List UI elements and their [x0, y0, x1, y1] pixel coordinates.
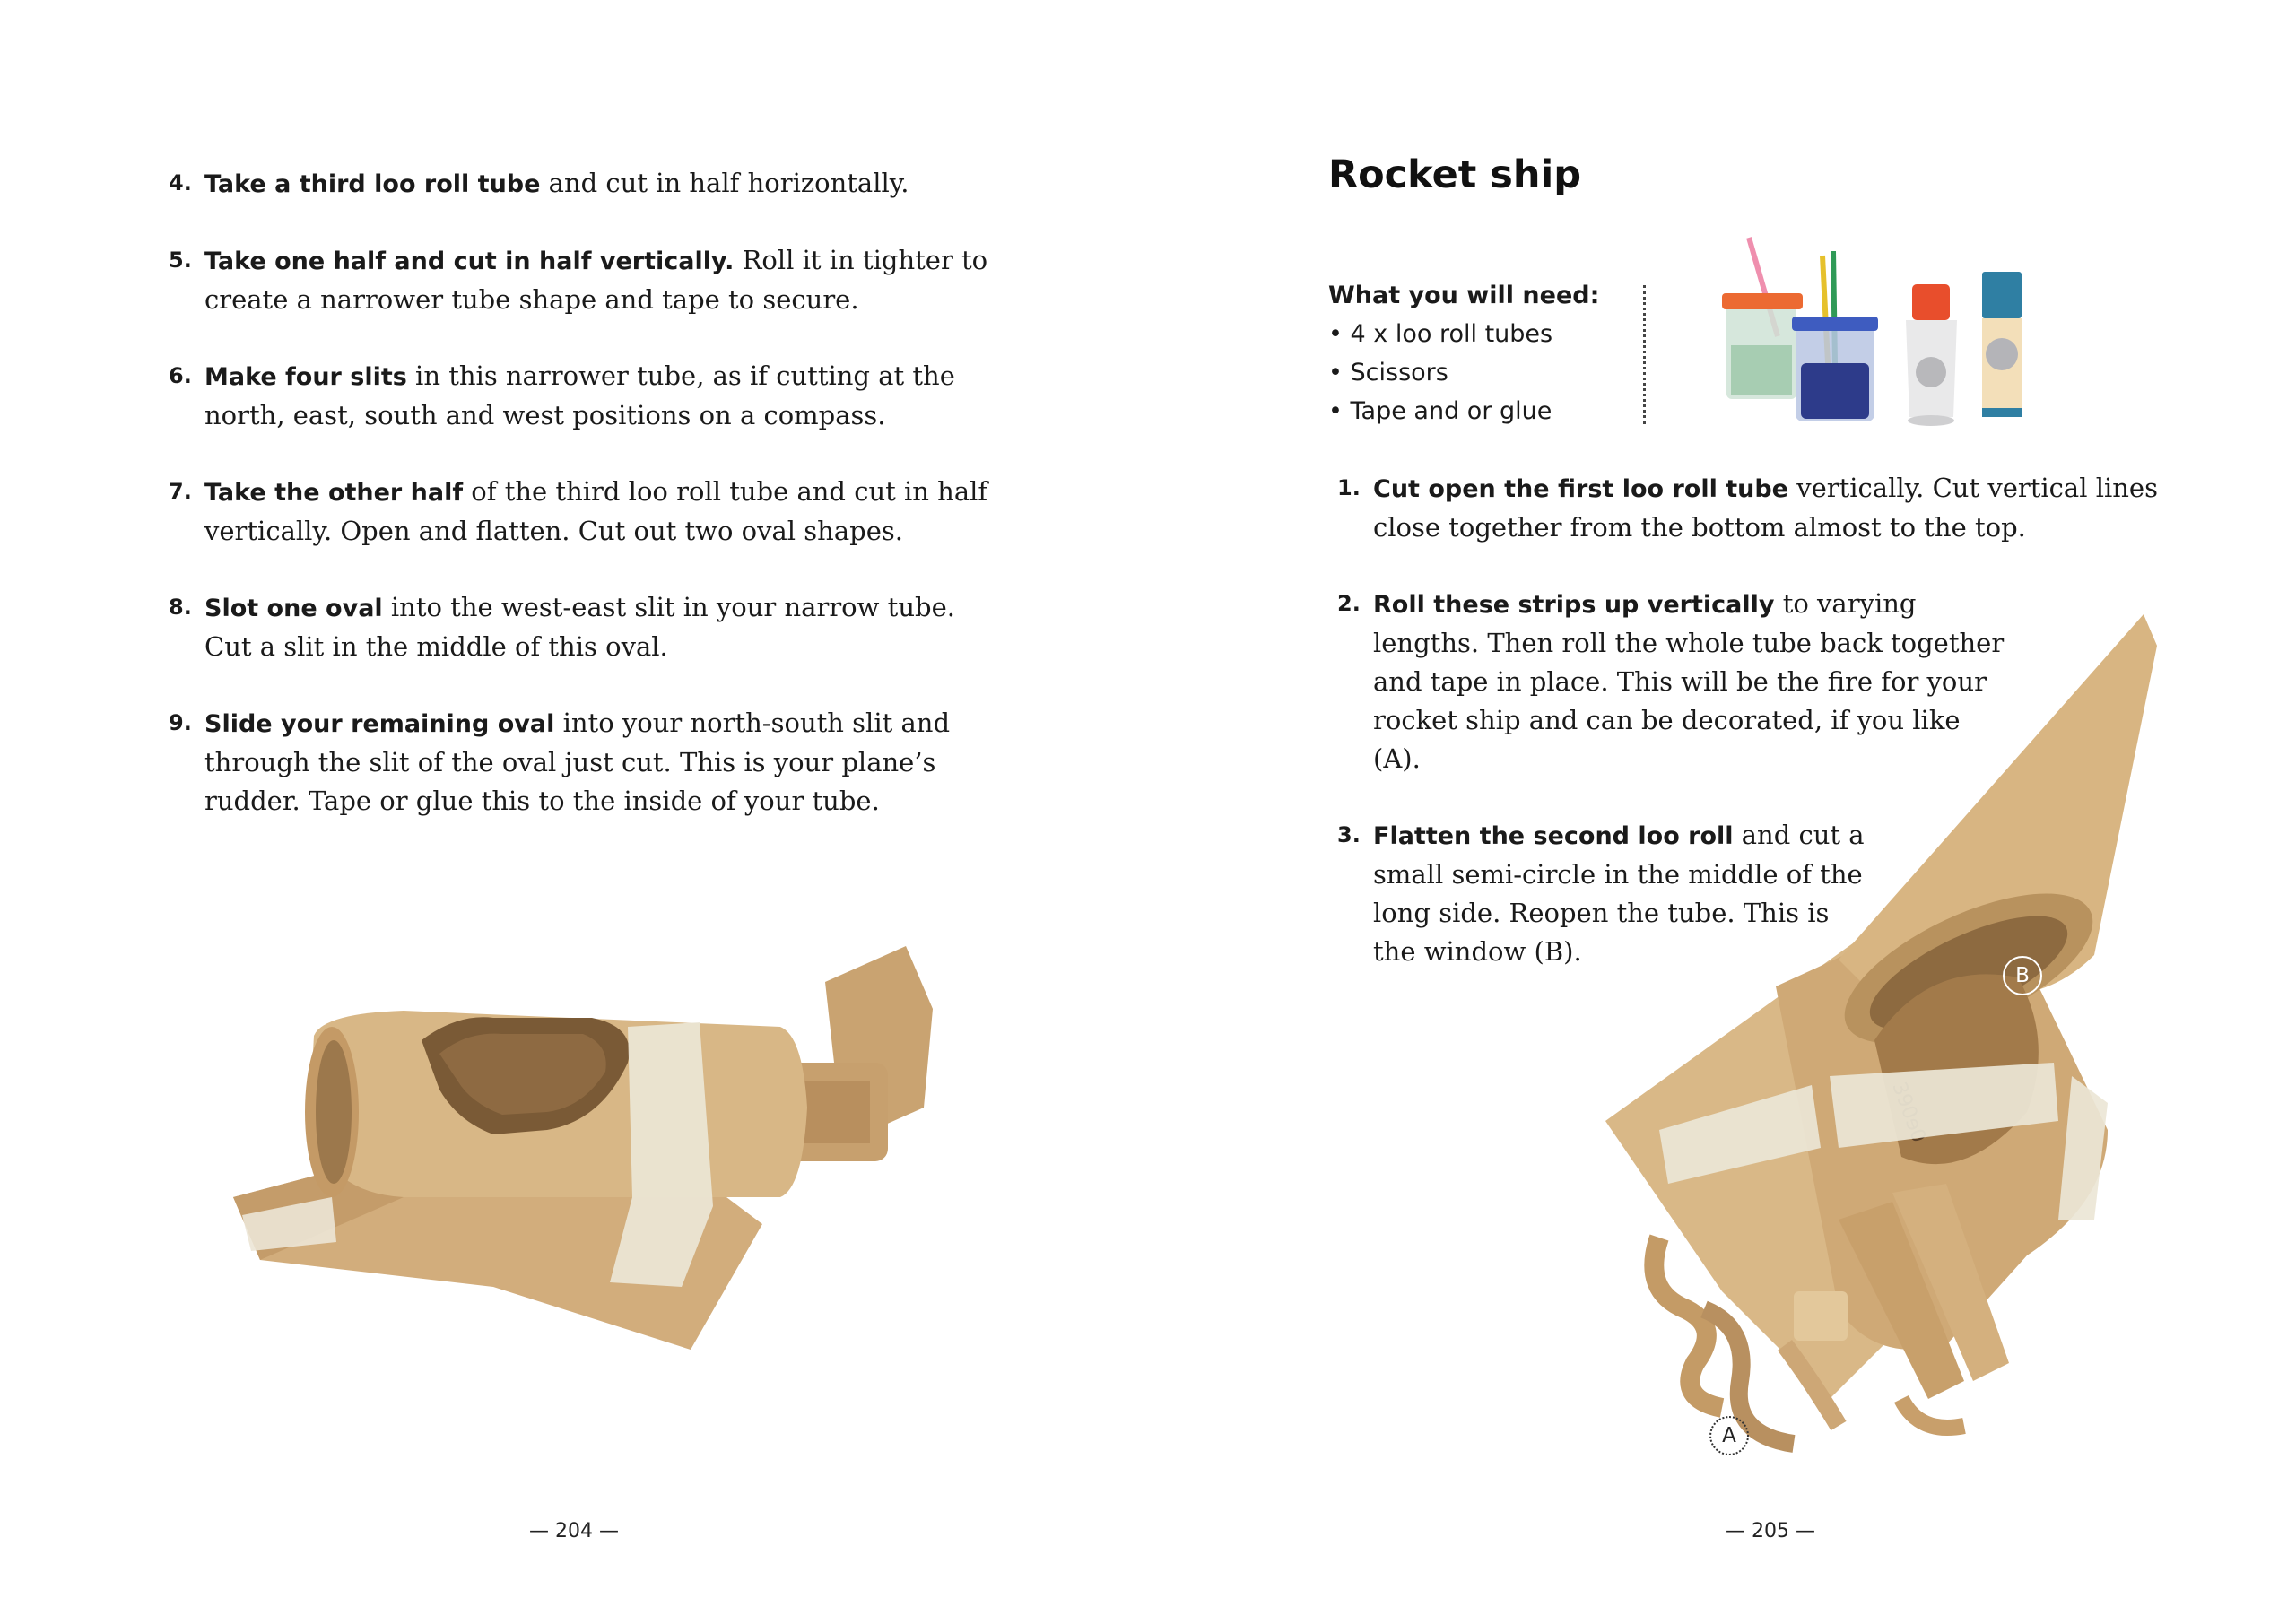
- instruction-step: [169, 473, 994, 551]
- step-number: 1.: [1337, 475, 1361, 500]
- step-text: into the west-east slit in your narrow tube. Cut a slit in the middle of this oval.: [204, 592, 955, 662]
- materials-heading: What you will need:: [1328, 282, 1600, 309]
- dotted-divider: [1643, 285, 1646, 424]
- step-number: 9.: [169, 710, 192, 735]
- step-lead: Take the other half: [204, 479, 464, 507]
- step-lead: Slot one oval: [204, 595, 383, 622]
- step-number: 4.: [169, 170, 192, 195]
- plane-instructions: [169, 164, 994, 858]
- cardboard-rocket-illustration: [1605, 574, 2197, 1462]
- step-lead: Cut open the first loo roll tube: [1373, 475, 1788, 503]
- instruction-step: [169, 588, 994, 666]
- step-lead: Take a third loo roll tube: [204, 170, 541, 198]
- step-lead: Make four slits: [204, 363, 407, 391]
- step-text: Roll it in tighter to create a narrower tube shape and tape to secure.: [204, 245, 988, 315]
- step-text: in this narrower tube, as if cutting at the north, east, south and west positions on a compass.: [204, 360, 955, 430]
- instruction-step: [1337, 469, 2180, 547]
- instruction-step: [169, 241, 994, 319]
- step-number: 7.: [169, 479, 192, 504]
- material-item: • 4 x loo roll tubes: [1328, 315, 1599, 353]
- step-text: into your north-south slit and through the slit of the oval just cut. This is your plane’s rudder. Tape or glue this to the inside of your tube.: [204, 708, 951, 816]
- step-number: 2.: [1337, 591, 1361, 616]
- callout-b-marker: B: [2003, 956, 2042, 995]
- step-number: 6.: [169, 363, 192, 388]
- page-number: — 204 —: [529, 1520, 619, 1542]
- cardboard-plane-illustration: [224, 928, 987, 1359]
- step-lead: Take one half and cut in half vertically.: [204, 248, 735, 275]
- step-text: to varying lengths. Then roll the whole tube back together and tape in place. This will be the fire for your rocket ship and can be decorated, if you like (A).: [1373, 588, 2005, 774]
- step-lead: Slide your remaining oval: [204, 710, 555, 738]
- step-number: 5.: [169, 248, 192, 273]
- instruction-step: [169, 164, 994, 204]
- step-number: 8.: [169, 595, 192, 620]
- craft-supplies-icon: [1722, 229, 2027, 435]
- material-item: • Scissors: [1328, 353, 1599, 392]
- step-lead: Roll these strips up vertically: [1373, 591, 1775, 619]
- page-title: Rocket ship: [1328, 152, 1581, 197]
- callout-a-marker: A: [1709, 1416, 1749, 1455]
- step-text: vertically. Cut vertical lines close together from the bottom almost to the top.: [1373, 473, 2158, 543]
- step-number: 3.: [1337, 822, 1361, 847]
- step-lead: Flatten the second loo roll: [1373, 822, 1734, 850]
- step-text: and cut a small semi-circle in the middle of the long side. Reopen the tube. This is the window (B).: [1373, 820, 1865, 967]
- step-text: and cut in half horizontally.: [540, 168, 909, 198]
- material-item: • Tape and or glue: [1328, 392, 1599, 430]
- instruction-step: [169, 704, 994, 821]
- instruction-step: [169, 357, 994, 435]
- step-text: of the third loo roll tube and cut in half vertically. Open and flatten. Cut out two oval shapes.: [204, 476, 988, 546]
- right-page: [1148, 0, 2296, 1607]
- materials-list: [1328, 276, 1599, 430]
- page-number: — 205 —: [1726, 1520, 1815, 1542]
